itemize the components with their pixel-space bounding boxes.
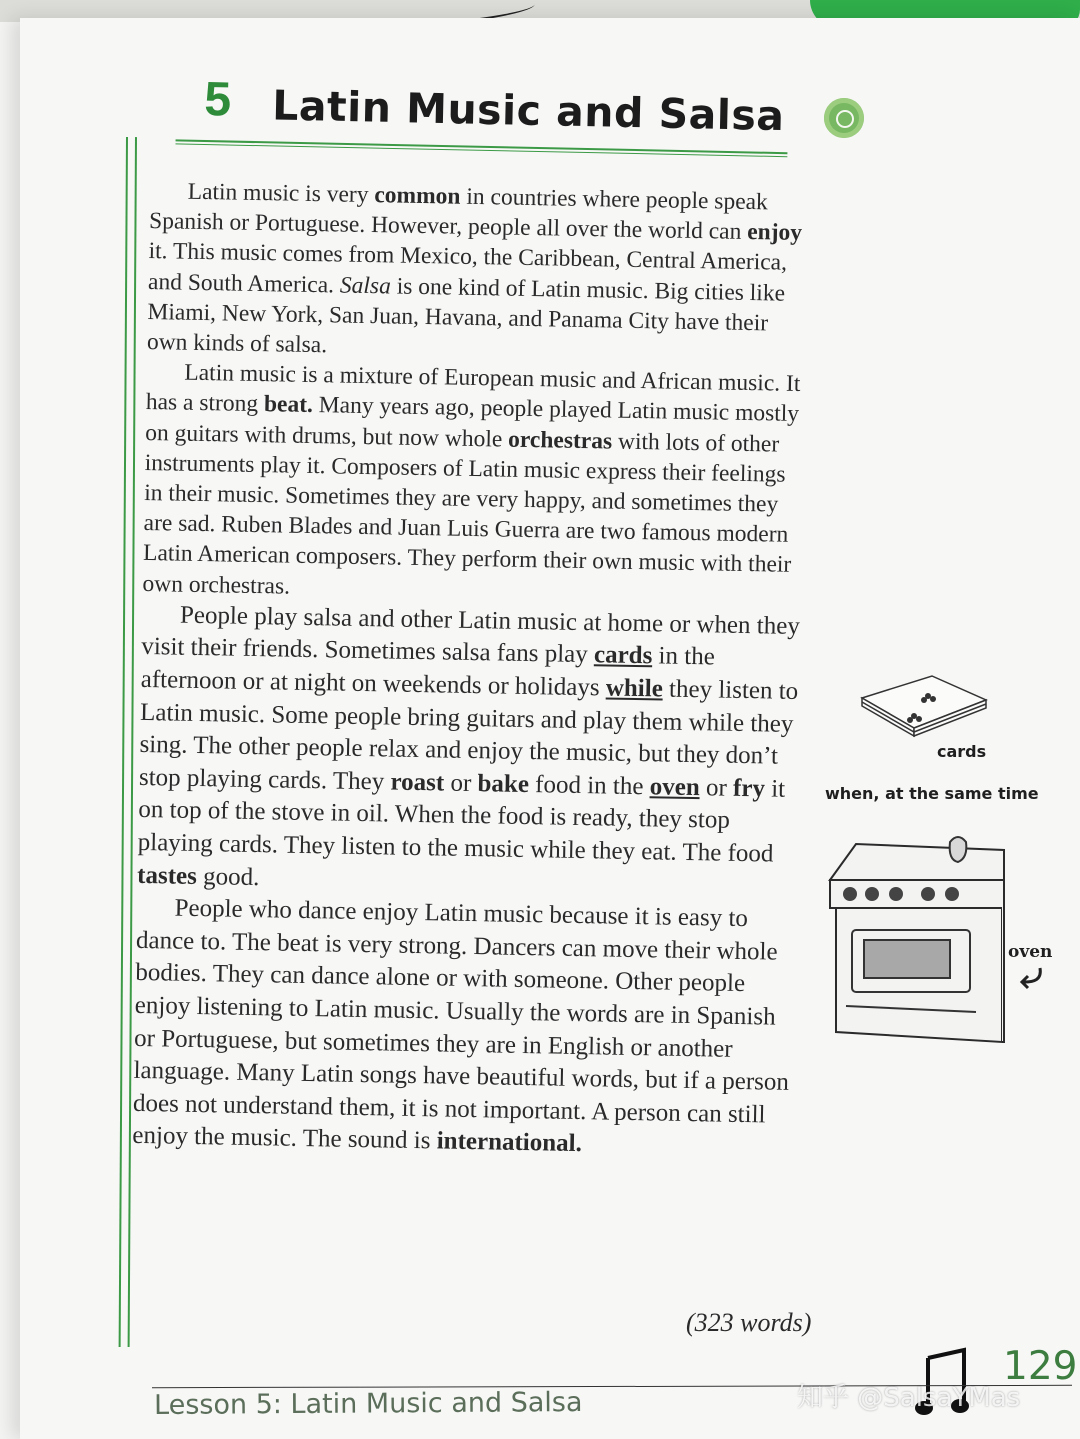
paragraph: People play salsa and other Latin music at home or when they visit their friends. Sometimes salsa fans play cards in the afternoon or at night on weekends or holidays while they listen to Latin music. Some people bring guitars and play them while they sing. The other people relax and enjoy the music, but they don’t stop playing cards. They roast or bake food in the oven or fry it on top of the stove in oil. When the food is ready, they stop playing cards. They listen to the music while they eat. The food tastes good. bbox=[136, 601, 801, 891]
paragraph: Latin music is very common in countries where people speak Spanish or Portuguese. However, people all over the world can enjoy it. This music comes from Mexico, the Caribbean, Central America, and South America. Salsa is one kind of Latin music. Big cities like Miami, New York, San Juan, Havana, and Panama City have their own kinds of salsa. bbox=[146, 178, 803, 359]
lesson-title: Latin Music and Salsa bbox=[271, 81, 785, 141]
lesson-number: 5 bbox=[203, 72, 232, 127]
vocab-word: common bbox=[374, 182, 461, 210]
paragraph: People who dance enjoy Latin music because it is easy to dance to. The beat is very strong. Dancers can move their whole bodies. They can dance alone or with someone. Other people enjoy listening to Latin music. Usually the words are in Spanish or Portuguese, but sometimes they are in English or another language. Many Latin songs have beautiful words, but if a person does not understand them, it is not important. A person can still enjoy the music. The sound is international. bbox=[132, 894, 790, 1158]
glossed-word: while bbox=[605, 674, 664, 703]
playing-cards-icon bbox=[858, 672, 988, 744]
italic-term: Salsa bbox=[339, 272, 392, 300]
reading-passage bbox=[129, 176, 810, 1318]
paragraph: Latin music is a mixture of European music and African music. It has a strong beat. Many years ago, people played Latin music mostly on guitars with drums, but now whole orchestras with lots of other instruments play it. Composers of Latin music express their feelings in their music. Sometimes they are very happy, and sometimes they are sad. Ruben Blades and Juan Luis Guerra are two famous modern Latin American composers. They perform their own music with their own orchestras. bbox=[142, 359, 801, 600]
footer-lesson-label: Lesson 5: Latin Music and Salsa bbox=[154, 1387, 583, 1421]
vocab-word: fry bbox=[732, 774, 766, 803]
curved-arrow-icon bbox=[1018, 966, 1046, 990]
vocab-word: roast bbox=[390, 768, 445, 797]
vocab-word: beat. bbox=[263, 391, 314, 419]
watermark: 知乎 @SalsaYMas bbox=[797, 1383, 1021, 1413]
gloss-oven: oven bbox=[1008, 942, 1053, 962]
gloss-cards: cards bbox=[937, 742, 987, 761]
clock-icon bbox=[824, 98, 864, 138]
lesson-header bbox=[203, 72, 805, 171]
vocab-word: enjoy bbox=[746, 219, 803, 247]
stove-oven-icon bbox=[826, 832, 1008, 1046]
glossed-word: cards bbox=[593, 641, 653, 670]
vocab-word: tastes bbox=[136, 861, 198, 890]
gloss-while: when, at the same time bbox=[825, 784, 1039, 803]
header-rule bbox=[175, 139, 787, 157]
page-number: 129 bbox=[1003, 1344, 1078, 1389]
vocab-word: international. bbox=[436, 1127, 583, 1158]
vocab-word: orchestras bbox=[507, 426, 613, 455]
glossed-word: oven bbox=[649, 773, 700, 801]
word-count: (323 words) bbox=[686, 1308, 812, 1337]
vocab-word: bake bbox=[477, 769, 530, 798]
